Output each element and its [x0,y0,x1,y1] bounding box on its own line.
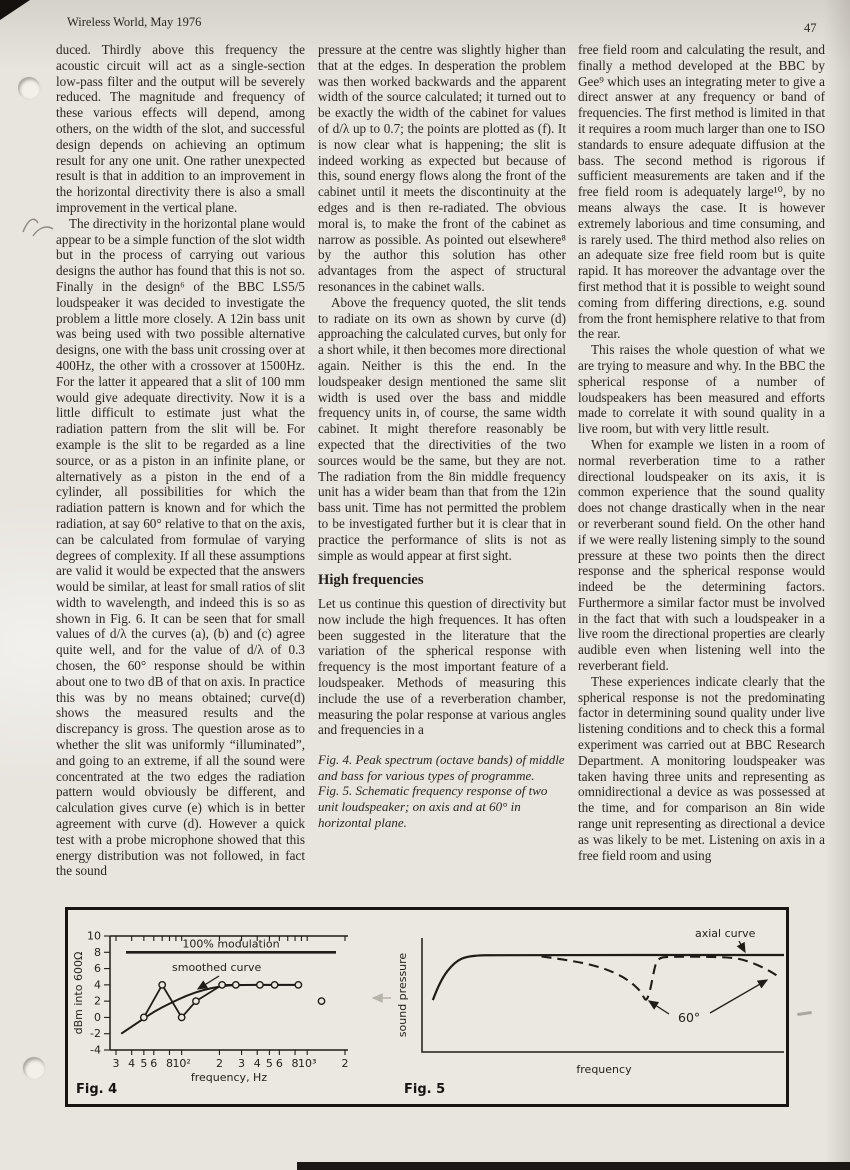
paragraph: This raises the whole question of what we are trying to measure and why. In the BBC the spherical response of a number of loudspeakers has been measured and efforts made to correlate it with sound quality in a live room, but with very little result. [578,342,825,437]
paragraph: duced. Thirdly above this frequency the acoustic circuit will act as a single-section low-pass filter and the output will be severely reduced. The magnitude and frequency of these various effects will depend, among others, on the width of the slot, and successful design depends on achieving an optimum result for any one unit. One rather unexpected result is that in addition to an improvement in the horizontal directivity there is also a small improvement in the vertical plane. [56,42,305,215]
fig5-xlabel: frequency [576,1063,632,1076]
paragraph: pressure at the centre was slightly higher than that at the edges. In desperation the problem was then worked backwards and the apparent width of the source calculated; it turned out to be exactly the width of the cabinet for values of d/λ up to 0.7; the points are plotted as (f). It is now clear what is happening; the slit is indeed working as expected but because of this, sound energy flows along the front of the cabinet until it meets the discontinuity at the edges and is then re-radiated. The obvious moral is, to make the front of the cabinet as narrow as possible. As pointed out elsewhere⁸ by the author this solution has other advantages from the aspect of structural resonances in the cabinet walls. [318,42,566,294]
page-number: 47 [804,21,817,35]
fig4-y-tick-label: 8 [94,945,101,959]
fig4-x-tick-label: 6 [275,1057,283,1070]
fig5-ylabel: sound pressure [396,952,409,1038]
fig4-data-point [219,982,225,988]
paragraph: Let us continue this question of directivity but now include the high frequences. It has often been suggested in the literature that the variation of the spherical response with frequency is the most important feature of a loudspeaker. Methods of measuring this include the use of a reverberation chamber, measuring the polar response at various angles and frequencies in a [318,596,566,738]
figures-svg [68,910,786,1104]
fig4-x-tick-label: 3 [112,1057,120,1070]
fig4-data-point [271,982,277,988]
fig4-xlabel: frequency, Hz [190,1071,268,1084]
fig5-label: Fig. 5 [404,1082,446,1097]
fig4-data-point [233,982,239,988]
fig4-modulation-label: 100% modulation [182,937,280,951]
paragraph: The directivity in the horizontal plane would appear to be a simple function of the slot width but in the process of carrying out various designs the author has found that this is not so. Finally in the design⁶ of the BBC LS5/5 loudspeaker it was decided to investigate the problem a little more closely. A 12in bass unit was being used with two possible alternative designs, one with the bass unit crossing over at 400Hz, the other with a crossover at 1500Hz. For the latter it appeared that a slit of 100 mm would give adequate directivity. Now it is a little difficult to estimate just what the radiation pattern from the slit will be. For example is the slit to be regarded as a line source, or as a piston in an infinite plane, or alternatively as a piston in the end of a cylinder, all possibilities for which the radiation pattern is known and for which the radiation, at say 60° relative to that on the axis, can be calculated from formulae of varying degrees of complexity. If all these assumptions are valid it would be expected that the answers would be similar, at least for small ratios of slit width to wavelength, and indeed this is so as shown in Fig. 6. It can be seen that for small values of d/λ the curves (a), (b) and (c) agree quite well, and for the value of d/λ of 0.3 chosen, the 60° response should be within about one to two dB of that on axis. In practice this was by no means obtained; curve(d) shows the measured results and the discrepancy is gross. The question arose as to whether the slit was uniformly “illuminated”, and going to an extreme, if all the sound were concentrated at the two edges the radiation pattern would obviously be different, and calculation gives curve (e) which is in better agreement with curve (d). However a quick test with a probe microphone showed that this energy distribution was not followed, in fact the sound [56,215,305,879]
fig4-y-tick-label: 0 [94,1010,101,1024]
fig4-y-tick-label: 4 [94,978,101,992]
figure-caption: Fig. 4. Peak spectrum (octave bands) of middle and bass for various types of programme. [318,752,565,783]
fig5-angle-arrow-right [710,980,767,1013]
fig4-x-tick-label: 10² [172,1057,191,1070]
fig4-data-point [159,982,165,988]
paragraph: When for example we listen in a room of normal reverberation time to a rather directional loudspeaker on its axis, it is common experience that the sound quality does not change drastically when in the near or reverberant sound field. On the other hand if we were really listening simply to the sound pressure at these two points then the direct response and the spherical response would indeed be the determining factors. Furthermore a similar factor must be involved in the fact that with such a loudspeaker in a live room the directional properties are clearly audible even when listening well into the reverberant field. [578,436,825,674]
fig5-axial-label: axial curve [695,927,756,940]
paragraph: Above the frequency quoted, the slit tends to radiate on its own as shown by curve (d) approaching the calculated curves, but only for a short while, it then becomes more directional again. Neither is this the end. In the loudspeaker design mentioned the same slit width is used over the bass and middle frequency units in, of course, the same width cabinet. It might therefore reasonably be expected that the directivities of the two sources would be the same, but they are not. The radiation from the 8in middle frequency unit has a wider beam than that from the 12in bass unit. Time has not permitted the problem to be investigated further but it is clear that in practice the performance of slits is not as simple as would appear at first sight. [318,294,566,563]
fig4-ylabel: dBm into 600Ω [72,951,85,1035]
fig4-measured-curve [144,985,298,1018]
fig4-x-tick-label: 8 [165,1057,173,1070]
journal-title: Wireless World, May 1976 [67,15,202,29]
fig4-data-point [178,1014,184,1020]
column-1 [56,42,305,879]
fig4-label: Fig. 4 [76,1082,118,1097]
fig5-axial-arrow [739,941,745,952]
section-heading: High frequencies [318,572,424,589]
fig4-isolated-point [318,998,324,1004]
fig4-data-point [193,998,199,1004]
fig4-data-point [295,982,301,988]
figure-caption: Fig. 5. Schematic frequency response of two unit loudspeaker; on axis and at 60° in horizontal plane. [318,783,548,830]
fig4-y-tick-label: 2 [94,994,101,1008]
figure-box [65,907,789,1107]
figure-captions [318,752,566,830]
fig4-x-tick-label: 2 [341,1057,349,1070]
scan-corner-artifact [0,0,30,20]
fig4-y-tick-label: 6 [94,962,101,976]
paragraph: These experiences indicate clearly that the spherical response is not the predominating factor in determining sound quality under live listening conditions and to check this a formal experiment was carried out at BBC Research Department. A monitoring loudspeaker was taken having three units and representing as omnidirectional a device as was possessed at the time, and for comparison an 8in wide range unit representing as directional a device as was likely to be met. Listening on axis in a free field room and using [578,673,825,863]
fig5-angle-label: 60° [678,1010,701,1025]
column-2-top [318,42,566,563]
fig5-angle-arrow-left [649,1001,669,1014]
fig4-y-tick-label: -4 [90,1043,101,1057]
fig4-x-tick-label: 4 [128,1057,136,1070]
fig4-x-tick-label: 10³ [297,1057,317,1070]
fig4-x-tick-label: 5 [140,1057,148,1070]
column-3 [578,42,825,863]
fig4-x-tick-label: 6 [150,1057,158,1070]
fig4-x-tick-label: 8 [291,1057,299,1070]
hole-punch-top [18,77,40,99]
fig4-y-tick-label: 10 [87,929,101,943]
fig4-x-tick-label: 5 [265,1057,273,1070]
scan-bottom-strip [297,1162,850,1170]
fig4-data-point [257,982,263,988]
column-2 [318,42,566,830]
fig4-y-tick-label: -2 [90,1027,101,1041]
pencil-mark [20,214,58,242]
fig4-x-tick-label: 3 [238,1057,246,1070]
fig4-x-tick-label: 4 [253,1057,261,1070]
fig4-smoothed-label: smoothed curve [172,961,262,974]
column-2-bottom [318,596,566,738]
fig4-data-point [141,1014,147,1020]
hole-punch-bottom [23,1057,45,1079]
fig5-axial-curve [433,955,784,1000]
paragraph: free field room and calculating the result, and finally a method developed at the BBC by Gee⁹ which uses an integrating meter to give a direct answer at any frequency or band of frequencies. The first method is limited in that it requires a room much larger than one to ISO standards to ensure adequate diffusion at the bass. The second method is rigorous if sufficient measurements are taken and if the free field room is adequately large¹⁰, by no means always the case. It is however extremely laborious and time consuming, and is rarely used. The third method also relies on an adequate size free field room but is quite rapid. It has moreover the advantage over the first method that it is possible to weight sound coming from differing directions, e.g. sound from the front hemisphere relative to that from the rear. [578,42,825,342]
fig4-x-tick-label: 2 [215,1057,223,1070]
margin-mark [797,1011,812,1016]
